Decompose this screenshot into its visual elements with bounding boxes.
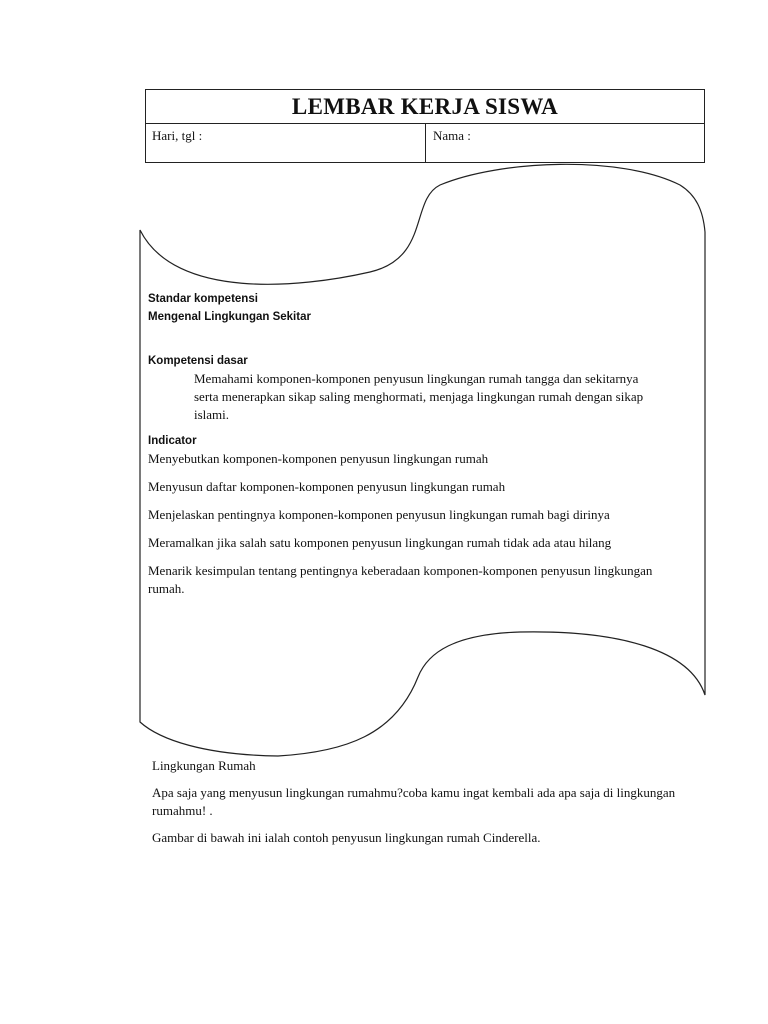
name-field[interactable]: Nama :: [433, 128, 471, 143]
competency-content: [148, 290, 708, 608]
question-text: Apa saja yang menyusun lingkungan rumahmu?coba kamu ingat kembali ada apa saja di lingkungan rumahmu! .: [152, 785, 676, 818]
date-field[interactable]: Hari, tgl :: [146, 124, 426, 163]
standard-heading: Standar kompetensi: [148, 293, 258, 305]
image-note: Gambar di bawah ini ialah contoh penyusun lingkungan rumah Cinderella.: [152, 830, 541, 845]
indicator-item: Menjelaskan pentingnya komponen-komponen penyusun lingkungan rumah bagi dirinya: [148, 507, 610, 522]
basic-competency-heading: Kompetensi dasar: [148, 355, 248, 367]
indicator-item: Menarik kesimpulan tentang pentingnya keberadaan komponen-komponen penyusun lingkungan rumah.: [148, 563, 653, 596]
standard-text: Mengenal Lingkungan Sekitar: [148, 311, 311, 323]
section-title: Lingkungan Rumah: [152, 758, 256, 773]
lower-section: [152, 757, 712, 856]
indicator-item: Menyebutkan komponen-komponen penyusun lingkungan rumah: [148, 451, 489, 466]
indicator-heading: Indicator: [148, 435, 197, 447]
worksheet-title: LEMBAR KERJA SISWA: [146, 90, 704, 124]
indicator-item: Meramalkan jika salah satu komponen penyusun lingkungan rumah tidak ada atau hilang: [148, 535, 612, 550]
indicator-item: Menyusun daftar komponen-komponen penyusun lingkungan rumah: [148, 479, 506, 494]
basic-competency-text: Memahami komponen-komponen penyusun lingkungan rumah tangga dan sekitarnya serta menerapkan sikap saling menghormati, menjaga lingkungan rumah dengan sikap islami.: [194, 371, 644, 422]
